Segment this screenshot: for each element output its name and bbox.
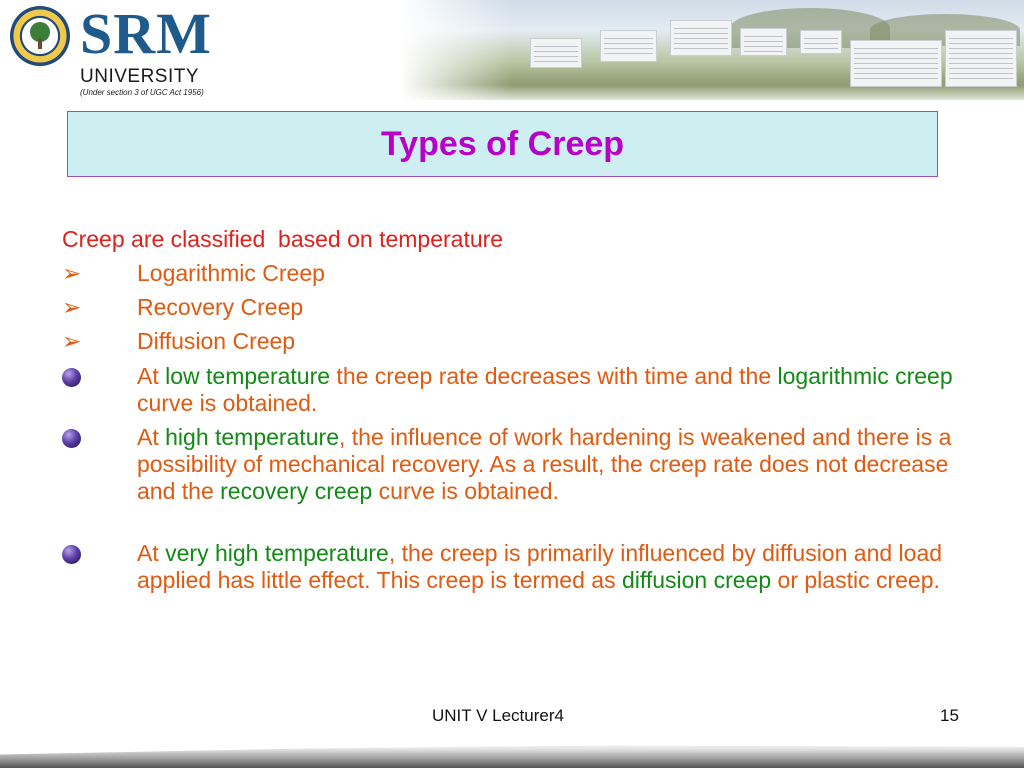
highlight-text: very high temperature [165, 540, 389, 566]
arrow-bullet-icon: ➢ [62, 260, 82, 286]
text-run: At [137, 540, 166, 566]
brand-subtitle: UNIVERSITY [80, 66, 200, 87]
list-item-label: Recovery Creep [137, 294, 304, 320]
text-run: At [137, 363, 166, 389]
brand-logo-text: SRM [80, 1, 212, 66]
university-seal-icon [10, 6, 70, 66]
text-run: , the influence of work hardening is weakened and there is a possibility of mechanical recovery. As a result, the creep rate does not decrease and the [137, 424, 952, 504]
text-run: or plastic creep. [771, 567, 940, 593]
text-run: , the creep is primarily influenced by diffusion and load applied has little effect. This creep is termed as [137, 540, 943, 593]
highlight-text: logarithmic creep [777, 363, 953, 389]
text-run: the creep rate decreases with time and the [330, 363, 778, 389]
brand-note: (Under section 3 of UGC Act 1956) [80, 88, 204, 97]
campus-banner-image [400, 0, 1024, 100]
highlight-text: recovery creep [220, 478, 373, 504]
slide-title: Types of Creep [380, 124, 625, 163]
paragraph-text [137, 363, 967, 417]
arrow-bullet-icon: ➢ [62, 294, 82, 320]
paragraph-text [137, 424, 967, 505]
sphere-bullet-icon [62, 429, 81, 448]
list-item-label: Logarithmic Creep [137, 260, 325, 286]
highlight-text: low temperature [165, 363, 331, 389]
text-run: curve is obtained. [137, 390, 318, 416]
arrow-bullet-icon: ➢ [62, 328, 82, 354]
footer-label: UNIT V Lecturer4 [432, 706, 564, 725]
sphere-bullet-icon [62, 545, 81, 564]
list-item-label: Diffusion Creep [137, 328, 296, 354]
sphere-bullet-icon [62, 368, 81, 387]
page-number: 15 [940, 706, 959, 725]
slide-header [0, 0, 1024, 100]
title-box [67, 111, 938, 177]
highlight-text: high temperature [165, 424, 340, 450]
bottom-decoration [0, 738, 1024, 768]
text-run: curve is obtained. [372, 478, 559, 504]
intro-text: Creep are classified based on temperature [62, 226, 504, 252]
highlight-text: diffusion creep [621, 567, 772, 593]
paragraph-text [137, 540, 967, 594]
text-run: At [137, 424, 166, 450]
